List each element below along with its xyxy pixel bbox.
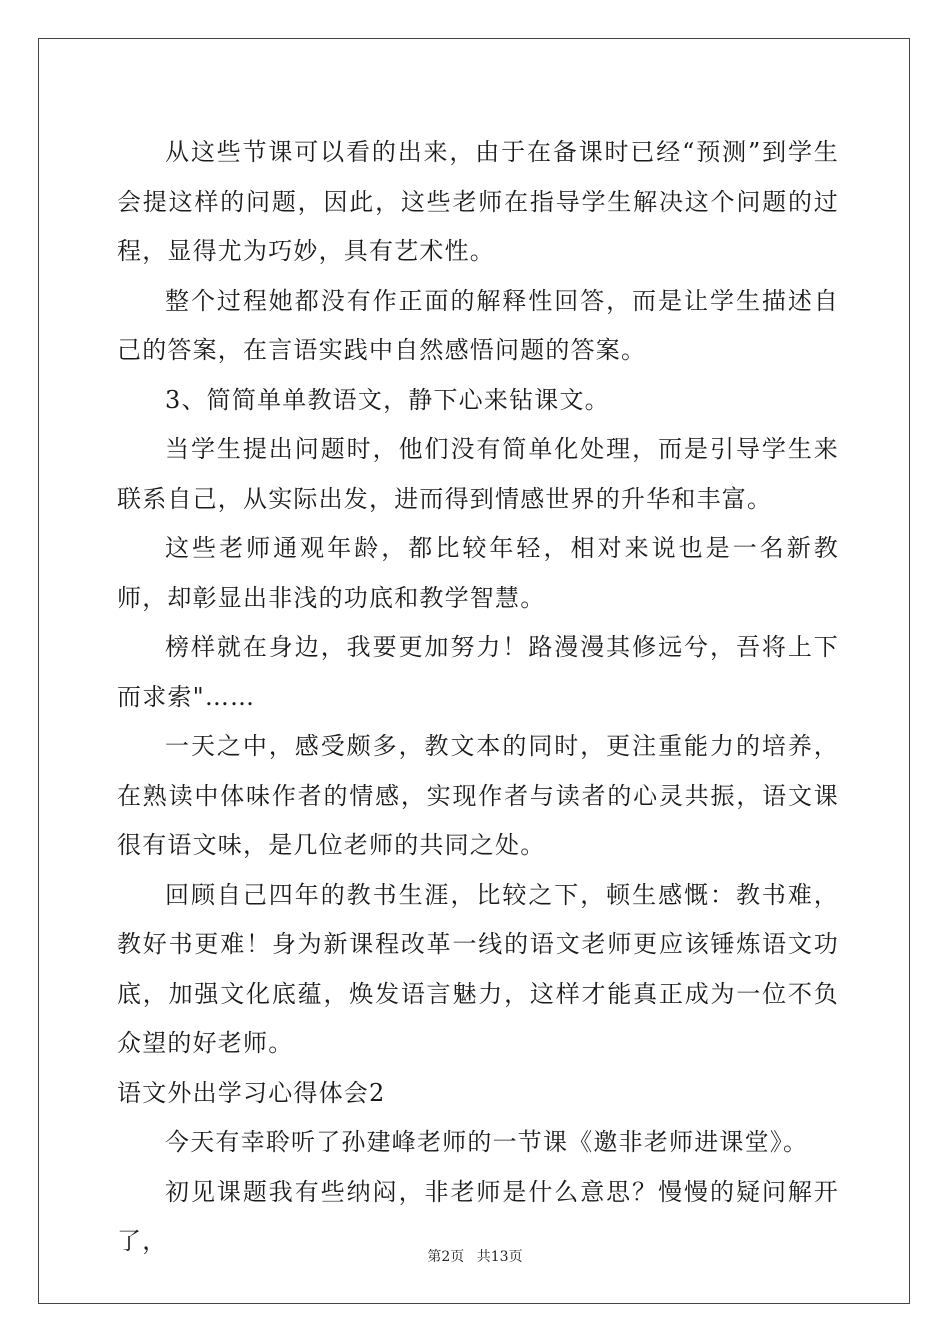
paragraph: 回顾自己四年的教书生涯，比较之下，顿生感慨：教书难，教好书更难！身为新课程改革一线的语文老师更应该锤炼语文功底，加强文化底蕴，焕发语言魅力，这样才能真正成为一位不负众望的好老师。 xyxy=(117,880,839,1057)
paragraph: 3、简简单单教语文，静下心来钻课文。 xyxy=(165,385,610,414)
section-heading: 语文外出学习心得体会2 xyxy=(117,1078,386,1107)
page-number: 第2页 xyxy=(427,1249,465,1265)
paragraph: 初见课题我有些纳闷，非老师是什么意思？慢慢的疑问解开了， xyxy=(117,1177,839,1255)
document-body xyxy=(117,128,839,1267)
paragraph: 今天有幸聆听了孙建峰老师的一节课《邀非老师进课堂》。 xyxy=(165,1128,809,1156)
paragraph: 当学生提出问题时，他们没有简单化处理，而是引导学生来联系自己，从实际出发，进而得到情感世界的升华和丰富。 xyxy=(117,435,839,513)
page-total: 共13页 xyxy=(476,1249,523,1265)
paragraph: 整个过程她都没有作正面的解释性回答，而是让学生描述自己的答案，在言语实践中自然感悟问题的答案。 xyxy=(117,286,839,364)
paragraph: 榜样就在身边，我要更加努力！路漫漫其修远兮，吾将上下而求索"…… xyxy=(117,633,839,711)
paragraph: 从这些节课可以看的出来，由于在备课时已经“预测”到学生会提这样的问题，因此，这些老师在指导学生解决这个问题的过程，显得尤为巧妙，具有艺术性。 xyxy=(117,138,839,265)
paragraph: 这些老师通观年龄，都比较年轻，相对来说也是一名新教师，却彰显出非浅的功底和教学智慧。 xyxy=(117,534,839,612)
page-footer xyxy=(0,1246,950,1266)
paragraph: 一天之中，感受颇多，教文本的同时，更注重能力的培养，在熟读中体味作者的情感，实现作者与读者的心灵共振，语文课很有语文味，是几位老师的共同之处。 xyxy=(117,732,839,859)
